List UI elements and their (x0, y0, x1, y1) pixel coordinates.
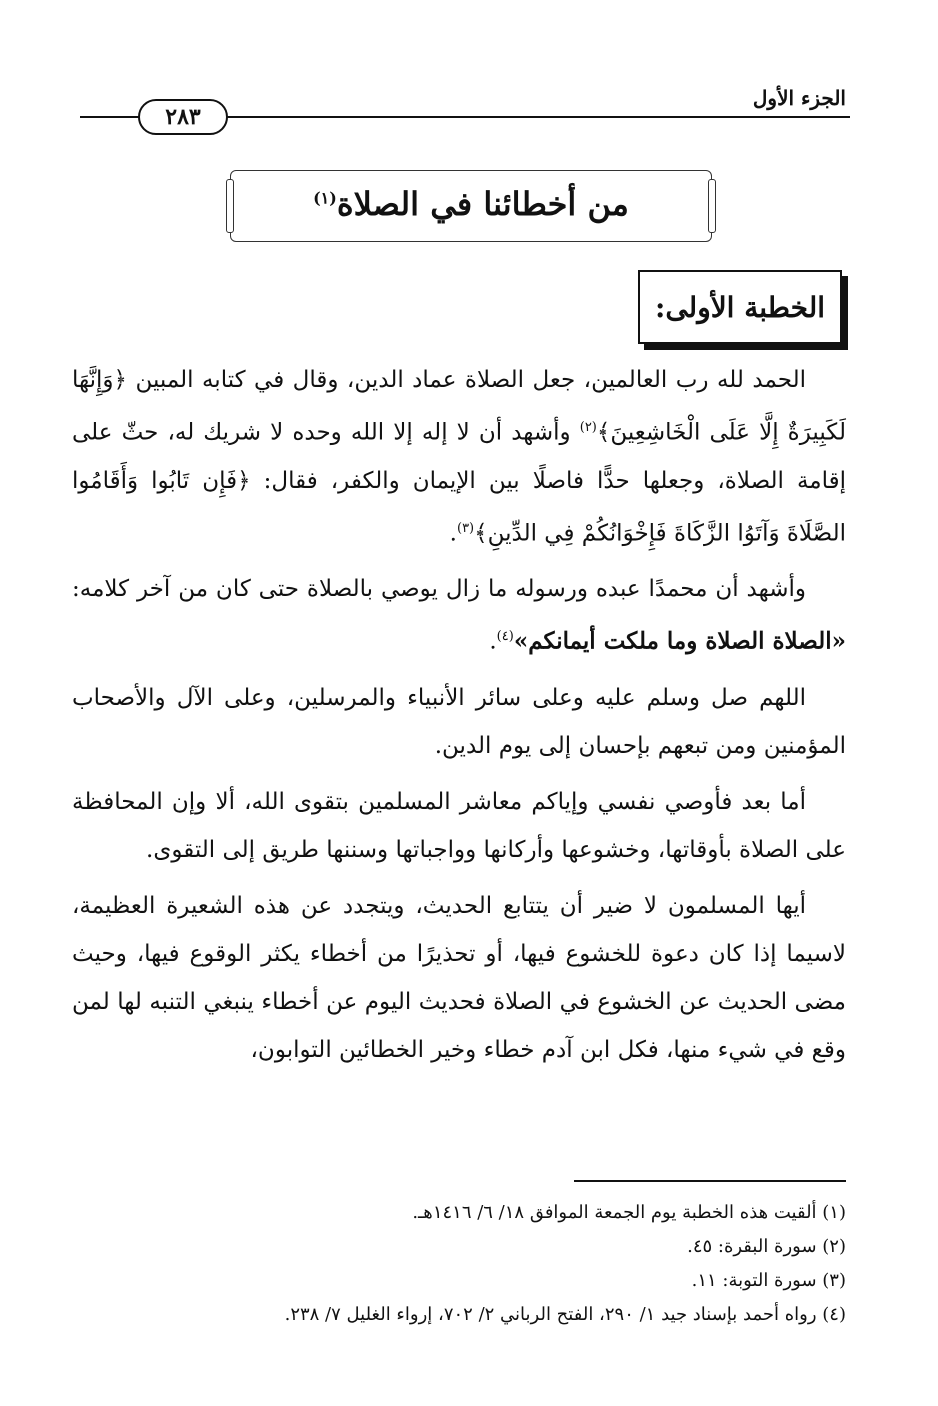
section-label: الخطبة الأولى: (638, 270, 842, 344)
title-frame (230, 170, 712, 242)
note-ref-2: (٢) (579, 420, 597, 435)
paragraph-2 (72, 565, 846, 666)
note-ref-3: (٣) (456, 520, 475, 536)
footnote-3: (٣) سورة التوبة: ١١. (691, 1270, 846, 1291)
paragraph-2-end: . (489, 628, 497, 655)
hadith-quote: «الصلاة الصلاة وما ملكت أيمانكم» (513, 627, 846, 655)
paragraph-1-part-1: الحمد لله رب العالمين، جعل الصلاة عماد الدين، وقال في كتابه المبين (135, 367, 806, 393)
title-note-ref: (١) (313, 188, 337, 208)
footnote-rule (574, 1180, 846, 1182)
paragraph-1 (72, 356, 846, 557)
page-number: ٢٨٣ (138, 99, 228, 135)
note-ref-4: (٤) (496, 629, 514, 645)
paragraph-2-part-1: وأشهد أن محمدًا عبده ورسوله ما زال يوصي بالصلاة حتى كان من آخر كلامه: (72, 576, 806, 603)
quran-verse-2: ﴿فَإِن تَابُوا وَأَقَامُوا الصَّلَاةَ وَآتَوُا الزَّكَاةَ فَإِخْوَانُكُمْ فِي الدِّينِ﴾ (72, 467, 846, 547)
quran-verse-1: ﴿وَإِنَّهَا لَكَبِيرَةٌ إِلَّا عَلَى الْخَاشِعِينَ﴾ (72, 367, 846, 446)
footnotes (80, 1196, 846, 1332)
running-head: الجزء الأول (752, 86, 846, 110)
paragraph-4: أما بعد فأوصي نفسي وإياكم معاشر المسلمين بتقوى الله، ألا وإن المحافظة على الصلاة بأوقاتها، وخشوعها وأركانها وواجباتها وسننها طريق إلى التقوى. (72, 788, 846, 863)
page-title (231, 185, 711, 223)
footnote-4: (٤) رواه أحمد بإسناد جيد ١/ ٢٩٠، الفتح الرباني ٢/ ٧٠٢، إرواء الغليل ٧/ ٢٣٨. (284, 1304, 846, 1325)
paragraph-5: أيها المسلمون لا ضير أن يتتابع الحديث، ويتجدد عن هذه الشعيرة العظيمة، لاسيما إذا كان دعوة للخشوع فيها، أو تحذيرًا من أخطاء يكثر الوقوع فيها، وحيث مضى الحديث عن الخشوع في الصلاة فحديث اليوم عن أخطاء ينبغي التنبه لها لمن وقع في شيء منها، فكل ابن آدم خطاء وخير الخطائين التوابون، (72, 892, 846, 1063)
footnote-1: (١) ألقيت هذه الخطبة يوم الجمعة الموافق ١٨/ ٦/ ١٤١٦هـ. (412, 1202, 846, 1223)
footnote-2: (٢) سورة البقرة: ٤٥. (687, 1236, 846, 1257)
paragraph-3: اللهم صل وسلم عليه وعلى سائر الأنبياء والمرسلين، وعلى الآل والأصحاب المؤمنين ومن تبعهم بإحسان إلى يوم الدين. (72, 684, 846, 759)
paragraph-1-part-2: وأشهد أن لا إله إلا الله وحده لا شريك له، حثّ على إقامة الصلاة، وجعلها حدًّا فاصلًا بين الإيمان والكفر، فقال: (72, 419, 846, 494)
title-text: من أخطائنا في الصلاة (336, 185, 629, 223)
body-text (72, 356, 846, 1082)
paragraph-1-end: . (449, 520, 457, 547)
